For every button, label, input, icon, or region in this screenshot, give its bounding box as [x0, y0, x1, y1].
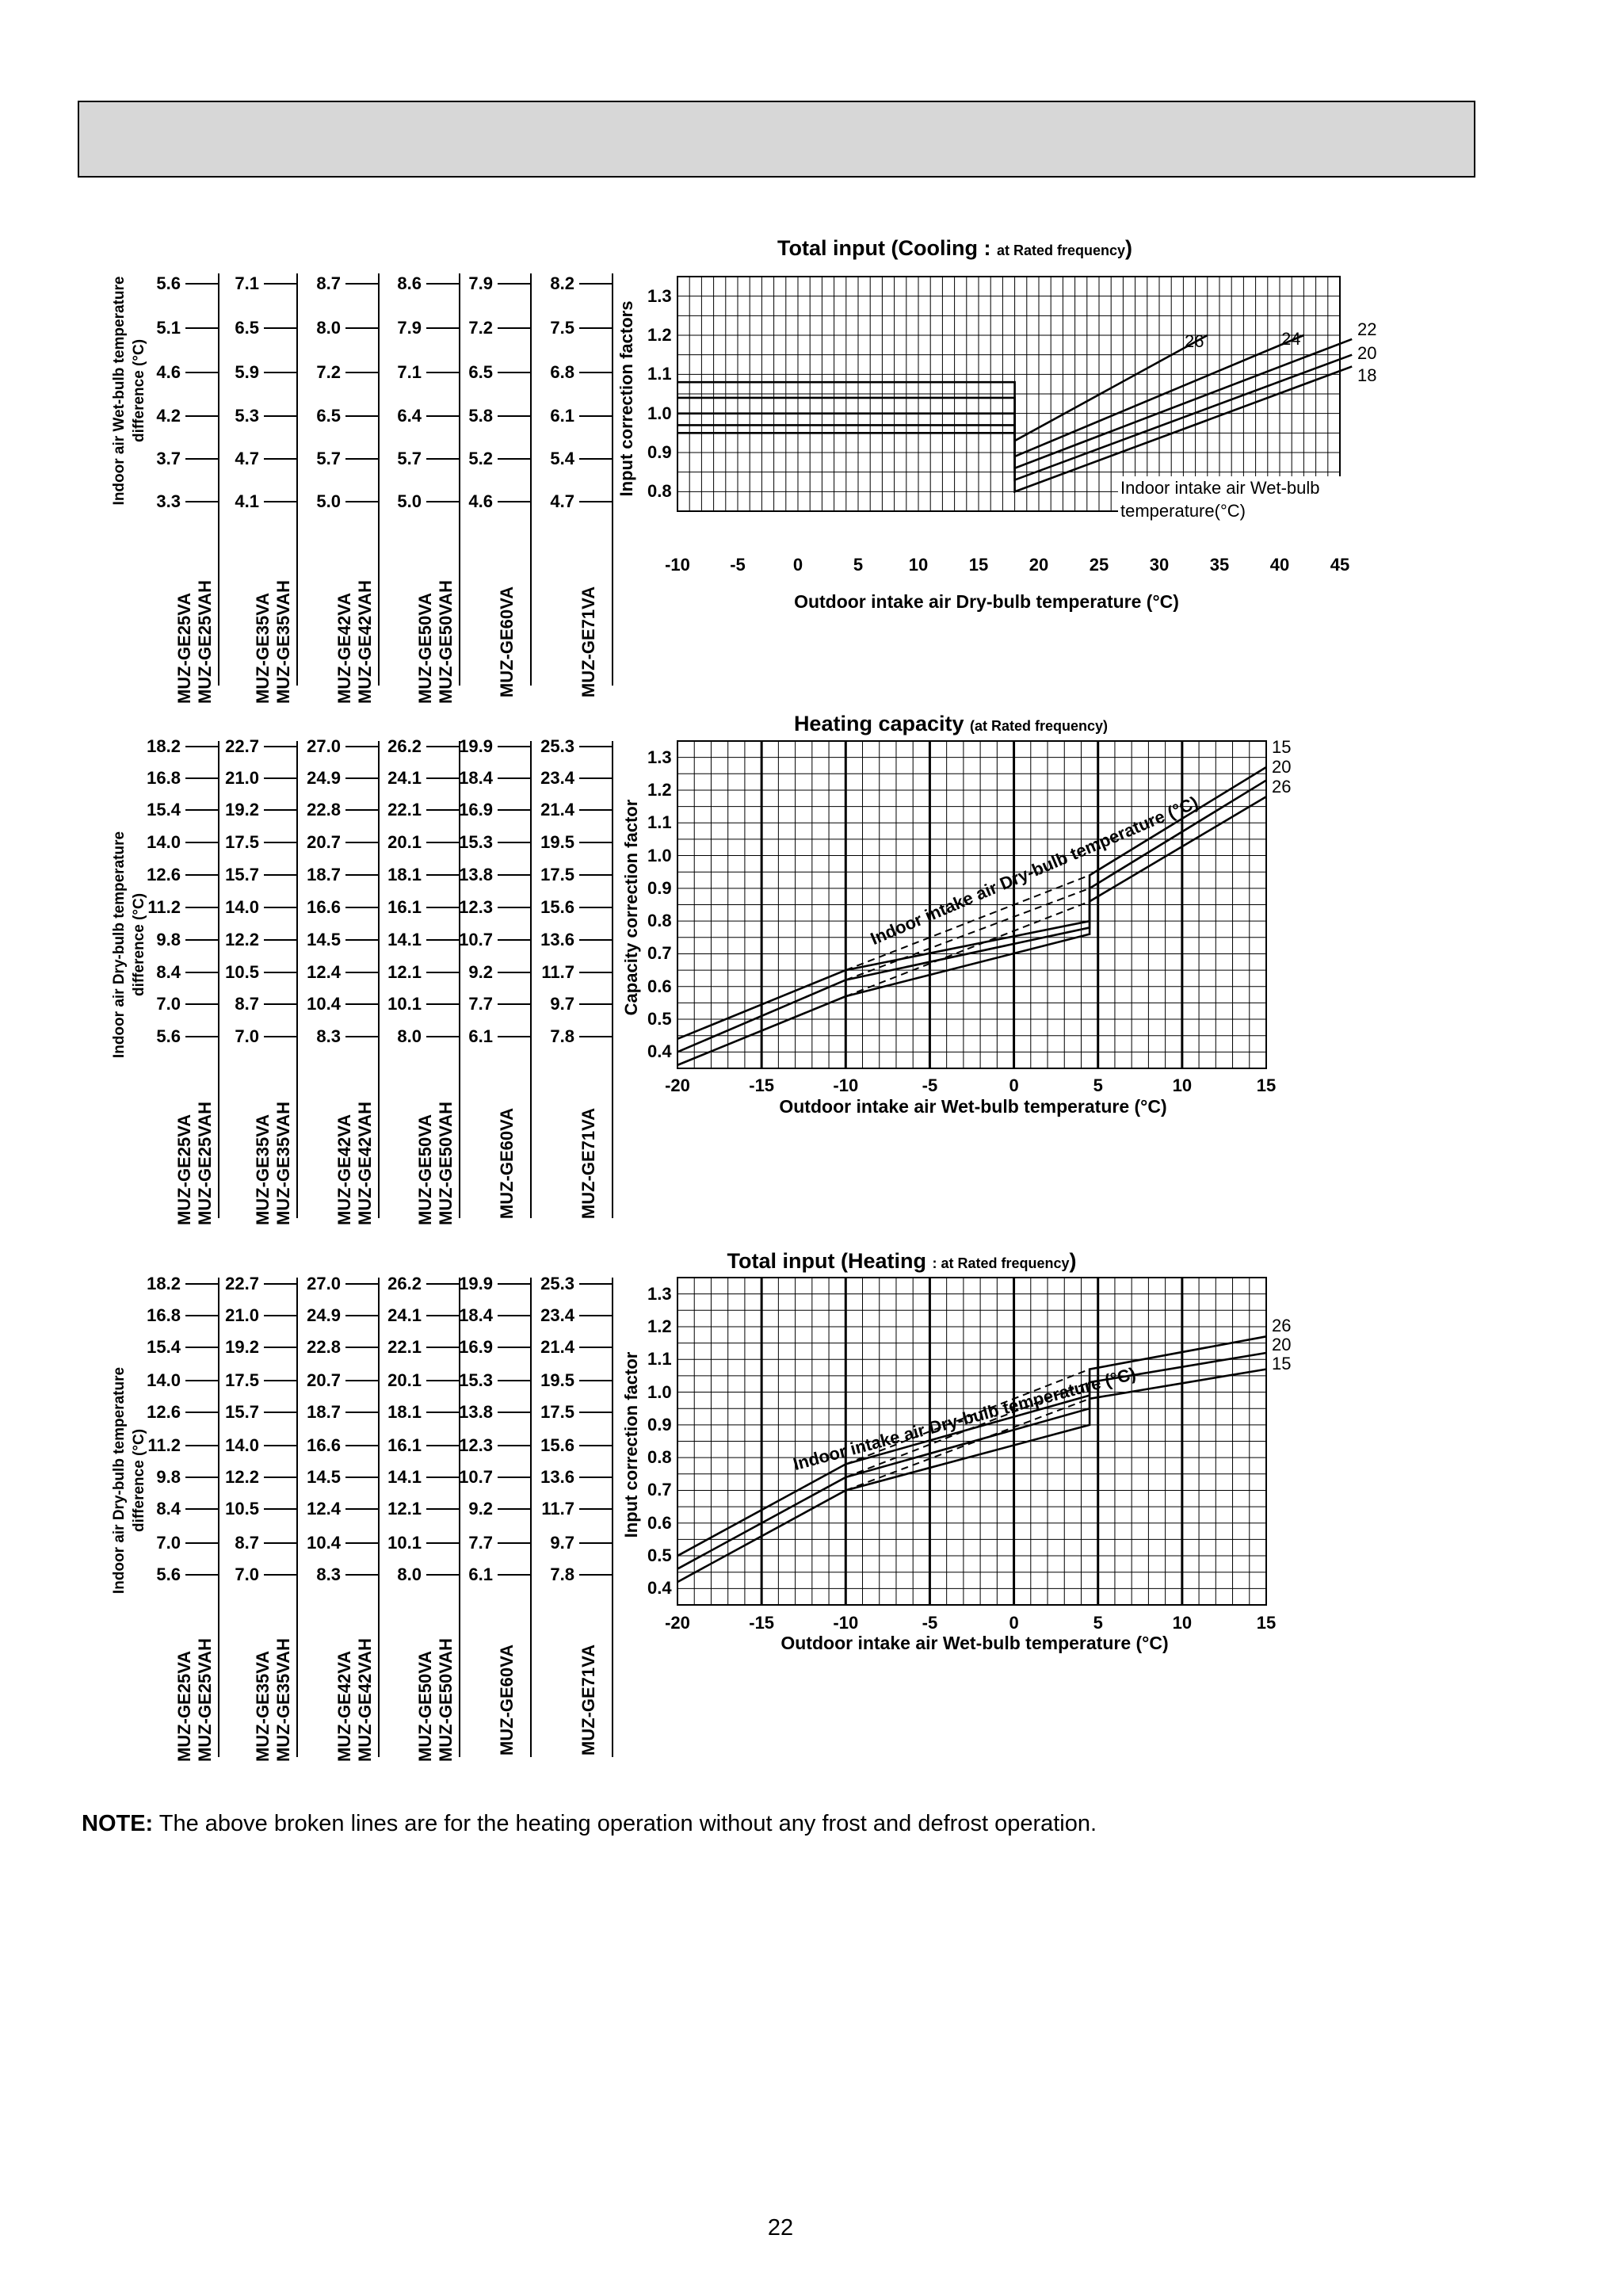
model-name-line: MUZ-GE71VA	[578, 1644, 598, 1756]
title-main: Total input (Cooling :	[777, 236, 997, 260]
y-tick-label: 0.8	[647, 481, 672, 502]
scale-value: 10.7	[459, 930, 493, 949]
scale-value: 18.4	[459, 768, 493, 788]
scale-value: 10.5	[225, 962, 259, 982]
scale-value: 7.2	[468, 318, 493, 338]
y-tick-label: 0.9	[647, 877, 672, 898]
y-tick-label: 0.6	[647, 1512, 672, 1533]
scale-value: 5.0	[397, 491, 422, 511]
scale-value: 21.4	[540, 1337, 574, 1357]
y-tick-label: 1.0	[647, 403, 672, 423]
model-name-line: MUZ-GE35VA	[253, 1114, 273, 1226]
scale-value: 21.4	[540, 800, 574, 819]
curve-label-15: 15	[1272, 737, 1292, 757]
model-name-line: MUZ-GE50VA	[415, 592, 435, 705]
scale-value: 24.1	[387, 768, 422, 788]
y-axis-label: Input correction factors	[616, 300, 636, 497]
scale-value: 15.4	[147, 1337, 181, 1357]
note-label: NOTE:	[82, 1811, 154, 1836]
model-name-line: MUZ-GE35VA	[253, 1650, 273, 1763]
model-name-line: MUZ-GE25VA	[174, 1114, 194, 1226]
x-tick-label: 0	[1009, 1613, 1019, 1633]
y-tick-label: 0.4	[647, 1041, 672, 1062]
y-tick-label: 1.2	[647, 779, 672, 800]
model-name-line: MUZ-GE42VAH	[355, 1637, 375, 1763]
scale-value: 16.1	[387, 1435, 422, 1455]
scale-value: 8.3	[316, 1564, 341, 1584]
scale-value: 8.0	[397, 1026, 422, 1046]
annotation-db: Indoor intake air Dry-bulb temperature (°C)	[867, 792, 1201, 949]
scale-value: 10.1	[387, 994, 422, 1014]
scale-value: 14.5	[307, 1467, 341, 1487]
y-tick-label: 1.0	[647, 845, 672, 865]
scale-value: 23.4	[540, 1305, 574, 1325]
title-small: at Rated frequency	[996, 243, 1125, 258]
scale-value: 20.7	[307, 832, 341, 852]
x-tick-label: 15	[1256, 1075, 1277, 1095]
y-tick-label: 1.0	[647, 1381, 672, 1402]
title-main: Total input (Heating	[727, 1249, 933, 1273]
scale-value: 7.2	[316, 362, 341, 382]
scale-value: 6.4	[397, 406, 422, 426]
y-tick-label: 0.5	[647, 1545, 672, 1566]
scale-value: 14.0	[225, 897, 259, 917]
scale-value: 16.1	[387, 897, 422, 917]
scale-value: 16.6	[307, 897, 341, 917]
scale-value: 4.2	[156, 406, 181, 426]
model-name-line: MUZ-GE25VA	[174, 592, 194, 705]
title-end: )	[1124, 236, 1132, 260]
scale-value: 3.7	[156, 449, 181, 468]
scale-value: 18.1	[387, 1402, 422, 1422]
annotation-db: Indoor intake air Dry-bulb temperature (°C)	[791, 1363, 1138, 1475]
curve-label-22: 22	[1357, 319, 1377, 339]
scale-value: 17.5	[540, 865, 574, 884]
scale-value: 18.2	[147, 1274, 181, 1293]
scale-value: 17.5	[540, 1402, 574, 1422]
x-tick-label: -10	[833, 1613, 859, 1633]
scale-value: 4.1	[235, 491, 259, 511]
curve-label-18: 18	[1357, 365, 1377, 385]
x-tick-label: 15	[968, 555, 989, 575]
x-tick-label: 0	[792, 555, 803, 575]
scale-value: 10.7	[459, 1467, 493, 1487]
scale-value: 4.7	[235, 449, 259, 468]
x-tick-label: 35	[1209, 555, 1230, 575]
x-tick-label: 40	[1269, 555, 1290, 575]
scale-value: 5.0	[316, 491, 341, 511]
model-name-line: MUZ-GE50VA	[415, 1650, 435, 1763]
x-tick-label: 5	[853, 555, 864, 575]
scale-value: 13.6	[540, 930, 574, 949]
scale-value: 5.7	[397, 449, 422, 468]
scale-value: 18.1	[387, 865, 422, 884]
scale-value: 5.2	[468, 449, 493, 468]
model-name-line: MUZ-GE35VAH	[273, 579, 293, 705]
scale-value: 13.8	[459, 865, 493, 884]
model-name-line: MUZ-GE42VA	[334, 1650, 354, 1763]
scale-value: 21.0	[225, 1305, 259, 1325]
scale-value: 17.5	[225, 832, 259, 852]
scale-value: 6.8	[550, 362, 574, 382]
x-axis-label: Outdoor intake air Wet-bulb temperature (°C)	[779, 1096, 1167, 1117]
row-label-db: Indoor air Dry-bulb temperature difference (°C)	[111, 831, 147, 1059]
model-name-line: MUZ-GE50VA	[415, 1114, 435, 1226]
x-tick-label: 5	[1093, 1075, 1103, 1095]
model-name-line: MUZ-GE71VA	[578, 1107, 598, 1220]
scale-value: 6.1	[468, 1026, 493, 1046]
scale-value: 19.9	[459, 1274, 493, 1293]
y-axis-label: Capacity correction factor	[621, 799, 641, 1016]
scale-value: 7.0	[235, 1564, 259, 1584]
scale-value: 27.0	[307, 1274, 341, 1293]
scale-value: 26.2	[387, 736, 422, 756]
y-tick-label: 0.8	[647, 911, 672, 931]
scale-value: 20.1	[387, 832, 422, 852]
scale-value: 7.8	[550, 1564, 574, 1584]
x-tick-label: 30	[1149, 555, 1170, 575]
scale-value: 7.0	[156, 1533, 181, 1553]
curve-label-20: 20	[1272, 1335, 1292, 1354]
model-name-line: MUZ-GE25VAH	[195, 1101, 215, 1226]
scale-value: 26.2	[387, 1274, 422, 1293]
scale-value: 25.3	[540, 1274, 574, 1293]
scale-value: 27.0	[307, 736, 341, 756]
scale-value: 20.1	[387, 1370, 422, 1390]
curve-label-15: 15	[1272, 1354, 1292, 1373]
scale-value: 4.6	[468, 491, 493, 511]
scale-value: 16.9	[459, 1337, 493, 1357]
scale-value: 15.7	[225, 865, 259, 884]
scale-value: 9.7	[550, 1533, 574, 1553]
curve-label-26: 26	[1272, 1316, 1292, 1335]
model-name-line: MUZ-GE25VA	[174, 1650, 194, 1763]
scale-value: 7.5	[550, 318, 574, 338]
x-tick-label: 25	[1089, 555, 1109, 575]
scale-value: 5.7	[316, 449, 341, 468]
scale-value: 16.8	[147, 1305, 181, 1325]
scale-value: 4.7	[550, 491, 574, 511]
x-tick-label: -20	[665, 1075, 690, 1095]
x-tick-label: -20	[665, 1613, 690, 1633]
model-name-line: MUZ-GE25VAH	[195, 1637, 215, 1763]
scale-value: 18.7	[307, 1402, 341, 1422]
model-name-line: MUZ-GE25VAH	[195, 579, 215, 705]
scale-value: 15.3	[459, 1370, 493, 1390]
scale-value: 19.5	[540, 832, 574, 852]
model-name-line: MUZ-GE35VA	[253, 592, 273, 705]
y-tick-label: 1.3	[647, 747, 672, 767]
y-tick-label: 1.2	[647, 1316, 672, 1336]
series-line-15	[677, 1370, 1266, 1582]
y-tick-label: 0.7	[647, 943, 672, 964]
model-name-line: MUZ-GE42VAH	[355, 1101, 375, 1226]
scale-value: 19.2	[225, 800, 259, 819]
scale-value: 8.2	[550, 273, 574, 293]
scale-value: 12.3	[459, 1435, 493, 1455]
scale-value: 11.2	[147, 897, 181, 917]
series-line-20	[677, 1353, 1266, 1569]
title-small: : at Rated frequency	[932, 1255, 1070, 1271]
scale-value: 7.1	[235, 273, 259, 293]
y-tick-label: 0.9	[647, 1414, 672, 1435]
scale-value: 5.1	[156, 318, 181, 338]
scale-value: 13.6	[540, 1467, 574, 1487]
y-tick-label: 0.6	[647, 976, 672, 996]
y-tick-label: 1.3	[647, 1283, 672, 1304]
scale-value: 5.6	[156, 273, 181, 293]
scale-value: 22.1	[387, 1337, 422, 1357]
x-tick-label: -10	[833, 1075, 859, 1095]
annotation-wb: Indoor intake air Wet-bulb temperature(°C)	[1118, 476, 1358, 522]
scale-value: 12.6	[147, 865, 181, 884]
x-axis-label: Outdoor intake air Wet-bulb temperature (°C)	[780, 1633, 1169, 1653]
scale-value: 15.7	[225, 1402, 259, 1422]
x-tick-label: 5	[1093, 1613, 1103, 1633]
scale-value: 11.2	[147, 1435, 181, 1455]
title-small: (at Rated frequency)	[970, 718, 1109, 734]
scale-value: 15.4	[147, 800, 181, 819]
scale-value: 11.7	[541, 962, 574, 982]
scale-value: 15.3	[459, 832, 493, 852]
scale-value: 22.7	[225, 736, 259, 756]
scale-value: 7.9	[468, 273, 493, 293]
scale-value: 16.8	[147, 768, 181, 788]
scale-value: 15.6	[540, 897, 574, 917]
scale-value: 12.4	[307, 962, 341, 982]
y-tick-label: 0.7	[647, 1480, 672, 1500]
y-tick-label: 1.1	[647, 364, 672, 384]
scale-value: 12.1	[387, 1499, 422, 1519]
scale-value: 10.5	[225, 1499, 259, 1519]
scale-value: 12.1	[387, 962, 422, 982]
scale-value: 17.5	[225, 1370, 259, 1390]
y-tick-label: 1.1	[647, 1349, 672, 1370]
page-number: 22	[767, 2215, 794, 2241]
scale-value: 16.6	[307, 1435, 341, 1455]
scale-value: 22.8	[307, 800, 341, 819]
note-text: The above broken lines are for the heating operation without any frost and defrost operation.	[153, 1811, 1097, 1836]
x-tick-label: -10	[665, 555, 690, 575]
scale-value: 12.2	[225, 930, 259, 949]
scale-value: 11.7	[541, 1499, 574, 1519]
x-tick-label: -5	[730, 555, 746, 575]
y-tick-label: 0.4	[647, 1578, 672, 1599]
scale-value: 6.1	[550, 406, 574, 426]
scale-value: 7.0	[235, 1026, 259, 1046]
scale-value: 14.0	[147, 832, 181, 852]
scale-value: 14.1	[387, 1467, 422, 1487]
scale-value: 19.9	[459, 736, 493, 756]
x-tick-label: 10	[908, 555, 929, 575]
scale-value: 24.9	[307, 1305, 341, 1325]
model-name-line: MUZ-GE35VAH	[273, 1101, 293, 1226]
scale-value: 10.4	[307, 994, 341, 1014]
scale-value: 18.2	[147, 736, 181, 756]
curve-label-20: 20	[1272, 757, 1292, 777]
scale-value: 8.6	[397, 273, 422, 293]
model-name-line: MUZ-GE50VAH	[436, 1637, 456, 1763]
scale-value: 10.1	[387, 1533, 422, 1553]
model-name-line: MUZ-GE42VA	[334, 592, 354, 705]
x-tick-label: 0	[1009, 1075, 1019, 1095]
model-name-line: MUZ-GE50VAH	[436, 1101, 456, 1226]
scale-value: 15.6	[540, 1435, 574, 1455]
scale-value: 5.8	[468, 406, 493, 426]
scale-value: 13.8	[459, 1402, 493, 1422]
scale-value: 24.1	[387, 1305, 422, 1325]
scale-value: 21.0	[225, 768, 259, 788]
scale-value: 25.3	[540, 736, 574, 756]
curve-label-26: 26	[1185, 331, 1204, 351]
model-name-line: MUZ-GE42VAH	[355, 579, 375, 705]
scale-value: 6.5	[468, 362, 493, 382]
curve-label-26: 26	[1272, 777, 1292, 797]
x-tick-label: 20	[1029, 555, 1049, 575]
model-name-line: MUZ-GE35VAH	[273, 1637, 293, 1763]
title-main: Heating capacity	[793, 712, 971, 735]
scale-value: 16.9	[459, 800, 493, 819]
scale-value: 12.4	[307, 1499, 341, 1519]
model-name-line: MUZ-GE60VA	[497, 1644, 517, 1756]
scale-value: 7.9	[397, 318, 422, 338]
x-tick-label: 45	[1330, 555, 1350, 575]
scale-value: 5.6	[156, 1564, 181, 1584]
y-tick-label: 1.2	[647, 325, 672, 345]
row-label-wb: Indoor air Wet-bulb temperature difference (°C)	[111, 276, 147, 506]
scale-value: 18.7	[307, 865, 341, 884]
y-tick-label: 1.1	[647, 812, 672, 833]
scale-value: 8.0	[316, 318, 341, 338]
model-name-line: MUZ-GE42VA	[334, 1114, 354, 1226]
model-name-line: MUZ-GE50VAH	[436, 579, 456, 705]
scale-value: 8.7	[235, 1533, 259, 1553]
scale-value: 8.7	[316, 273, 341, 293]
scale-value: 5.9	[235, 362, 259, 382]
scale-value: 5.3	[235, 406, 259, 426]
scale-value: 7.8	[550, 1026, 574, 1046]
scale-value: 5.4	[550, 449, 574, 468]
scale-value: 6.5	[235, 318, 259, 338]
scale-value: 7.0	[156, 994, 181, 1014]
y-tick-label: 0.8	[647, 1447, 672, 1468]
x-tick-label: 10	[1172, 1075, 1193, 1095]
scale-value: 7.1	[397, 362, 422, 382]
y-tick-label: 0.5	[647, 1009, 672, 1030]
scale-value: 8.3	[316, 1026, 341, 1046]
scale-value: 9.2	[468, 1499, 493, 1519]
y-tick-label: 0.9	[647, 442, 672, 462]
scale-value: 7.7	[468, 1533, 493, 1553]
x-tick-label: -5	[922, 1075, 938, 1095]
model-name-line: MUZ-GE60VA	[497, 586, 517, 698]
model-name-line: MUZ-GE60VA	[497, 1107, 517, 1220]
model-name-line: MUZ-GE71VA	[578, 586, 598, 698]
x-tick-label: -15	[749, 1613, 775, 1633]
row-label-db: Indoor air Dry-bulb temperature difference (°C)	[111, 1366, 147, 1595]
scale-value: 22.7	[225, 1274, 259, 1293]
scale-value: 8.0	[397, 1564, 422, 1584]
scale-value: 10.4	[307, 1533, 341, 1553]
x-tick-label: 15	[1256, 1613, 1277, 1633]
scale-value: 8.4	[156, 1499, 181, 1519]
scale-value: 12.2	[225, 1467, 259, 1487]
scale-value: 14.1	[387, 930, 422, 949]
scale-value: 12.3	[459, 897, 493, 917]
scale-value: 7.7	[468, 994, 493, 1014]
scale-value: 18.4	[459, 1305, 493, 1325]
scale-value: 22.8	[307, 1337, 341, 1357]
scale-value: 9.2	[468, 962, 493, 982]
y-tick-label: 1.3	[647, 285, 672, 306]
x-tick-label: -5	[922, 1613, 938, 1633]
x-axis-label: Outdoor intake air Dry-bulb temperature (°C)	[794, 591, 1179, 612]
scale-value: 22.1	[387, 800, 422, 819]
scale-value: 19.2	[225, 1337, 259, 1357]
scale-value: 6.1	[468, 1564, 493, 1584]
curve-label-20: 20	[1357, 343, 1377, 363]
curve-label-24: 24	[1281, 329, 1301, 349]
scale-value: 3.3	[156, 491, 181, 511]
scale-value: 12.6	[147, 1402, 181, 1422]
scale-value: 14.0	[147, 1370, 181, 1390]
scale-value: 9.8	[156, 930, 181, 949]
scale-value: 23.4	[540, 768, 574, 788]
scale-value: 8.7	[235, 994, 259, 1014]
scale-value: 24.9	[307, 768, 341, 788]
x-tick-label: 10	[1172, 1613, 1193, 1633]
title-end: )	[1069, 1249, 1077, 1273]
scale-value: 20.7	[307, 1370, 341, 1390]
scale-value: 8.4	[156, 962, 181, 982]
scale-value: 5.6	[156, 1026, 181, 1046]
scale-value: 6.5	[316, 406, 341, 426]
scale-value: 9.8	[156, 1467, 181, 1487]
footnote	[82, 1811, 1097, 1837]
scale-value: 14.5	[307, 930, 341, 949]
scale-value: 9.7	[550, 994, 574, 1014]
y-axis-label: Input correction factor	[621, 1351, 641, 1538]
scale-value: 19.5	[540, 1370, 574, 1390]
x-tick-label: -15	[749, 1075, 775, 1095]
scale-value: 14.0	[225, 1435, 259, 1455]
scale-value: 4.6	[156, 362, 181, 382]
